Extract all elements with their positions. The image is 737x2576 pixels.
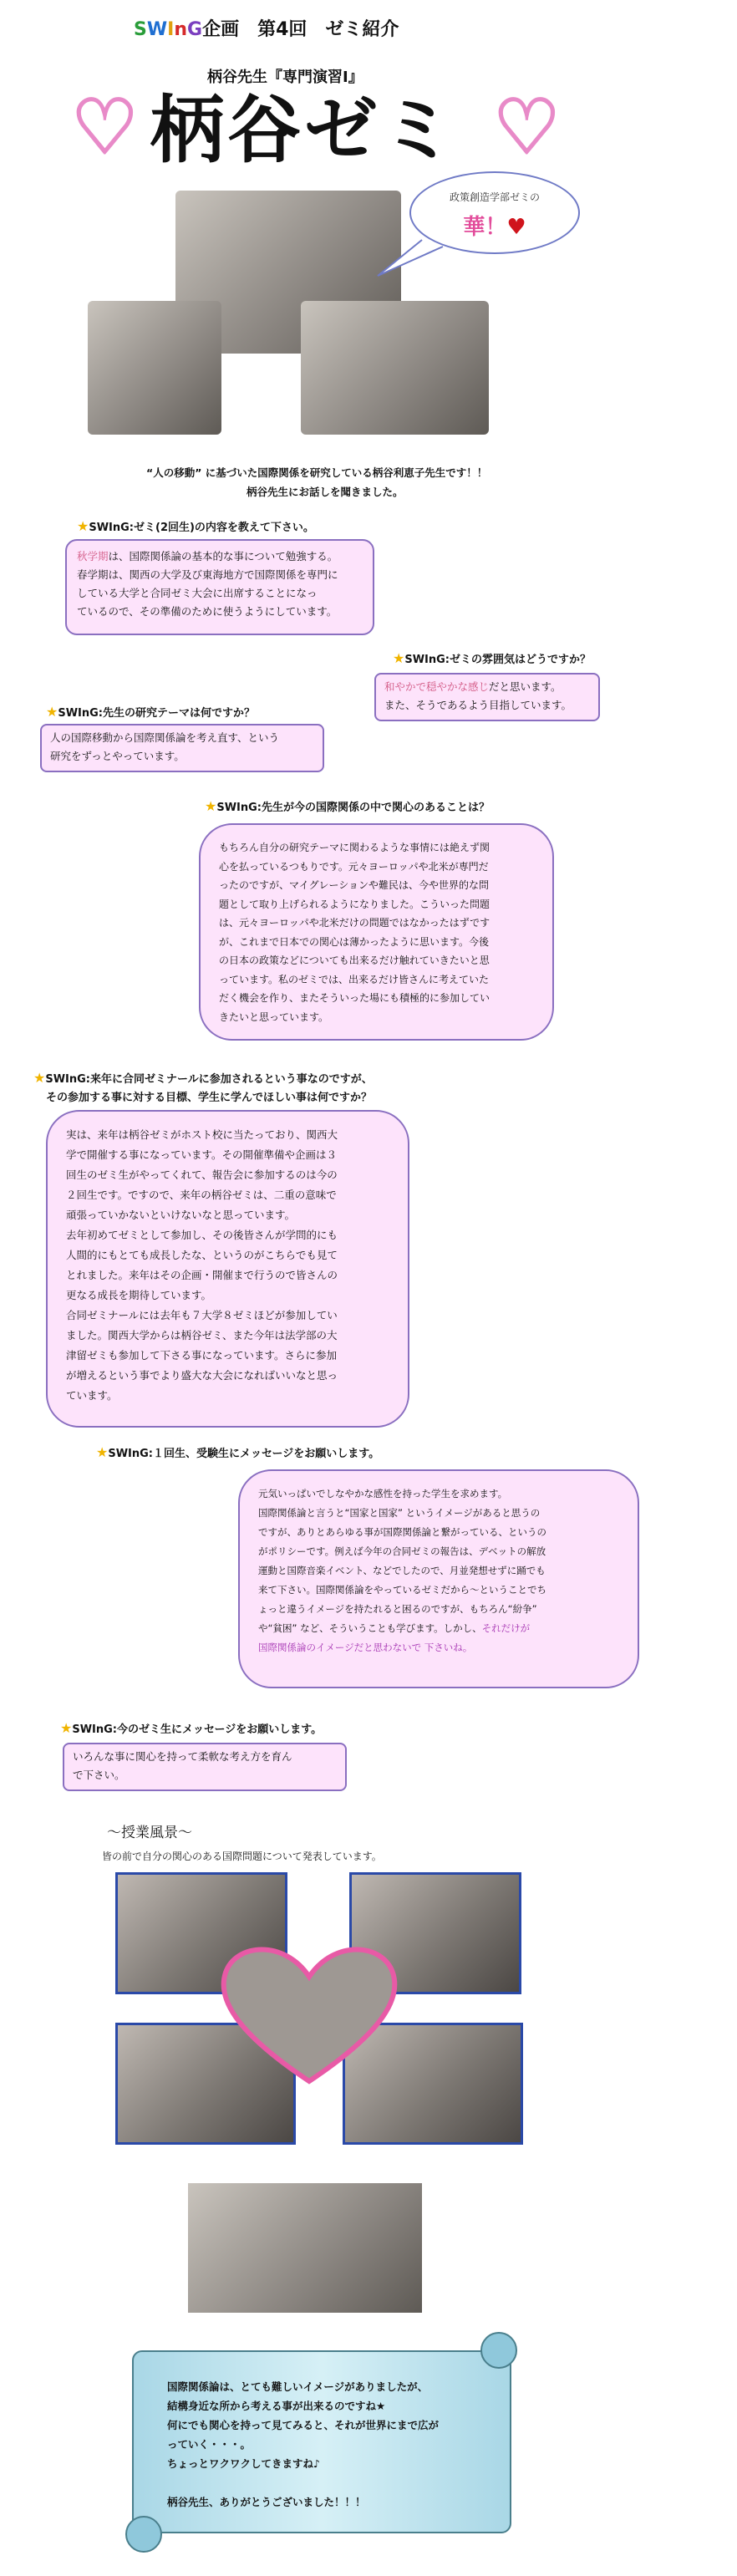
scroll-curl-top — [480, 2332, 517, 2369]
heart-frame-icon — [217, 1939, 401, 2090]
question-1: ★SWInG:ゼミ(2回生)の内容を教えて下さい。 — [77, 518, 314, 534]
logo-letter-g: G — [187, 19, 203, 40]
question-5-line2: その参加する事に対する目標、学生に学んでほしい事は何ですか？ — [46, 1092, 373, 1104]
seminar-photo-right — [301, 301, 489, 435]
star-icon: ★ — [46, 704, 58, 720]
heart-right-icon: ♡ — [493, 84, 561, 171]
intro-line2: 柄谷先生にお話しを聞きました。 — [247, 486, 404, 498]
main-title: 柄谷ゼミ — [150, 87, 459, 173]
closing-scroll — [132, 2350, 511, 2533]
question-6: ★SWInG:１回生、受験生にメッセージをお願いします。 — [96, 1444, 380, 1460]
closing-text: 国際関係論は、とても難しいイメージがありましたが、 結構身近な所から考える事が出来るのですね★ 何にでも関心を持って見てみると、それが世界にまで広が っていく・・・。 ちょっとワクワクしてきますね♪ 柄谷先生、ありがとうございました！！！ — [167, 2380, 440, 2508]
answer-5: 実は、来年は柄谷ゼミがホスト校に当たっており、関西大 学で開催する事になっています。その開催準備や企画は３ 回生のゼミ生がやってくれて、報告会に参加するのは今の ２回生です。ですので、来年の柄谷ゼミは、二重の意味で 頑張っていかないといけないなと思っています。 去年初めてゼミとして参加し、その後皆さんが学問的にも 人間的にもとても成長したな、というのがこちらでも見て とれました。来年はその企画・開催まで行うので皆さんの 更なる成長を期待しています。 合同ゼミナールには去年も７大学８ゼミほどが参加してい ました。関西大学からは柄谷ゼミ、また今年は法学部の大 津留ゼミも参加して下さる事になっています。さらに参加 が増えるという事でより盛大な大会になればいいなと思っ ています。 — [46, 1110, 409, 1428]
logo-letter-s: S — [134, 19, 147, 40]
header-title: 企画 第4回 ゼミ紹介 — [202, 19, 399, 40]
star-icon: ★ — [77, 518, 89, 534]
bubble-line1: 政策創造学部ゼミの — [449, 191, 540, 203]
question-5: ★SWInG:来年に合同ゼミナールに参加されるという事なのですが、 — [33, 1070, 373, 1086]
answer-3: 人の国際移動から国際関係論を考え直す、という 研究をずっとやっています。 — [40, 724, 324, 772]
star-icon: ★ — [393, 650, 405, 666]
lesson-photo-5 — [188, 2183, 422, 2313]
answer-7: いろんな事に関心を持って柔軟な考え方を育ん で下さい。 — [63, 1743, 347, 1791]
star-icon: ★ — [96, 1444, 109, 1460]
subtitle: 柄谷先生『専門演習Ⅰ』 — [207, 69, 363, 86]
answer-2-highlight: 和やかで穏やかな感じ — [384, 680, 490, 693]
answer-6-highlight: それだけが — [481, 1622, 531, 1634]
star-icon: ★ — [60, 1720, 73, 1736]
bubble-tail — [376, 238, 451, 280]
question-2: ★SWInG:ゼミの雰囲気はどうですか？ — [393, 650, 592, 666]
lesson-title: ～授業風景～ — [107, 1825, 192, 1841]
page-header — [134, 15, 518, 41]
star-icon: ★ — [205, 798, 217, 814]
logo-letter-i: I — [167, 19, 175, 40]
answer-6: 元気いっぱいでしなやかな感性を持った学生を求めます。 国際関係論と言うと“国家と国家” というイメージがあると思うの ですが、ありとあらゆる事が国際関係論と繋がっている、というの がポリシーです。例えば今年の合同ゼミの報告は、デベットの解放 運動と国際音楽イベント、などでしたので、月並発想せずに踊でも 来て下さい。国際関係論をやっているゼミだから～ということでち ょっと違うイメージを持たれると困るのですが、もちろん“紛争” や“貧困” など、そういうことも学びます。しかし、それだけが 国際関係論のイメージだと思わないで 下さいね。 — [238, 1469, 639, 1688]
star-icon: ★ — [33, 1070, 46, 1086]
logo-letter-w: W — [146, 19, 168, 40]
answer-1-highlight: 秋学期 — [77, 550, 109, 563]
lesson-caption: 皆の前で自分の関心のある国際問題について発表しています。 — [102, 1851, 382, 1862]
logo-letter-n: n — [174, 19, 187, 40]
question-3: ★SWInG:先生の研究テーマは何ですか？ — [46, 704, 256, 720]
question-7: ★SWInG:今のゼミ生にメッセージをお願いします。 — [60, 1720, 323, 1736]
answer-2: 和やかで穏やかな感じだと思います。 また、そうであるよう目指しています。 — [374, 673, 600, 721]
scroll-curl-bottom — [125, 2516, 162, 2553]
heart-icon: ♥ — [506, 215, 526, 240]
heart-left-icon: ♡ — [71, 84, 139, 171]
answer-6-highlight-2: 国際関係論のイメージだと思わないで 下さいね。 — [258, 1642, 473, 1653]
answer-1: 秋学期は、国際関係論の基本的な事について勉強する。 春学期は、関西の大学及び東海地方で国際関係を専門に している大学と合同ゼミ大会に出席することになっ ているので、その準備のために使うようにしています。 — [65, 539, 374, 635]
question-4: ★SWInG:先生が今の国際関係の中で関心のあることは？ — [205, 798, 490, 814]
professor-photo-left — [88, 301, 221, 435]
intro-line1: “人の移動” に基づいた国際関係を研究している柄谷利恵子先生です！！ — [146, 466, 488, 479]
answer-4: もちろん自分の研究テーマに関わるような事情には絶えず関 心を払っているつもりです。元々ヨーロッパや北米が専門だ ったのですが、マイグレーションや難民は、今や世界的な問 題として取り上げられるようになりました。こういった問題 は、元々ヨーロッパや北米だけの問題ではなかったはずです が、これまで日本での関心は薄かったように思います。今後 の日本の政策などについても出来るだけ触れていきたいと思 っています。私のゼミでは、出来るだけ皆さんに考えていた だく機会を作り、またそういった場にも積極的に参加してい きたいと思っています。 — [199, 823, 554, 1041]
bubble-line2: 華！ — [463, 215, 507, 240]
